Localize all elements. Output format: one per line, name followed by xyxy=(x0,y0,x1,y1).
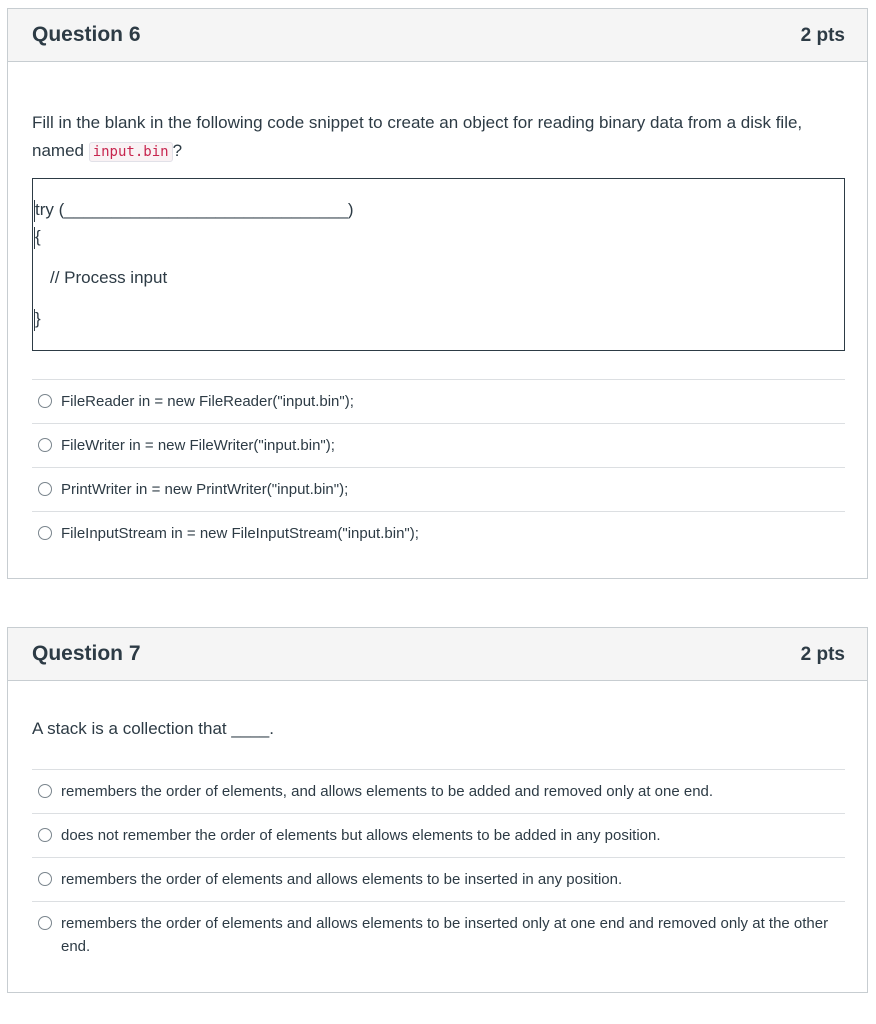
answer-option[interactable] xyxy=(32,902,845,962)
radio-button[interactable] xyxy=(38,872,52,886)
radio-button[interactable] xyxy=(38,828,52,842)
question-title: Question 6 xyxy=(32,23,141,46)
question-points: 2 pts xyxy=(800,644,845,665)
answer-list xyxy=(32,379,845,556)
question-header xyxy=(8,628,867,681)
code-line-close-brace: } xyxy=(35,309,41,328)
question-header xyxy=(8,9,867,62)
question-7-card xyxy=(7,627,868,993)
question-title: Question 7 xyxy=(32,642,141,665)
answer-label[interactable]: remembers the order of elements, and allows elements to be added and removed only at one end. xyxy=(61,783,714,800)
prompt-code: input.bin xyxy=(89,142,173,162)
answer-label[interactable]: FileWriter in = new FileWriter("input.bin"); xyxy=(61,437,335,454)
question-prompt xyxy=(32,109,843,166)
code-line-try: try (______________________________) xyxy=(35,200,354,219)
answer-option[interactable] xyxy=(32,380,845,424)
answer-label[interactable]: remembers the order of elements and allows elements to be inserted only at one end and removed only at the other end. xyxy=(61,915,829,955)
answer-label[interactable]: does not remember the order of elements but allows elements to be added in any position. xyxy=(61,827,661,844)
radio-button[interactable] xyxy=(38,916,52,930)
answer-label[interactable]: remembers the order of elements and allows elements to be inserted in any position. xyxy=(61,871,623,888)
answer-label[interactable]: PrintWriter in = new PrintWriter("input.bin"); xyxy=(61,481,349,498)
question-prompt: A stack is a collection that ____. xyxy=(32,719,274,738)
radio-button[interactable] xyxy=(38,784,52,798)
code-line-open-brace: { xyxy=(35,227,41,246)
answer-option[interactable] xyxy=(32,770,845,814)
code-line-comment: // Process input xyxy=(50,268,168,287)
question-6-card xyxy=(7,8,868,579)
answer-option[interactable] xyxy=(32,512,845,556)
radio-button[interactable] xyxy=(38,482,52,496)
answer-label[interactable]: FileReader in = new FileReader("input.bin"); xyxy=(61,393,354,410)
radio-button[interactable] xyxy=(38,438,52,452)
radio-button[interactable] xyxy=(38,394,52,408)
answer-option[interactable] xyxy=(32,424,845,468)
answer-option[interactable] xyxy=(32,468,845,512)
prompt-text-end: ? xyxy=(172,141,183,160)
question-points: 2 pts xyxy=(800,25,845,46)
radio-button[interactable] xyxy=(38,526,52,540)
code-snippet-box xyxy=(32,178,845,351)
prompt-text: Fill in the blank in the following code snippet to create an object for reading binary data from a disk file, named xyxy=(32,113,803,160)
answer-label[interactable]: FileInputStream in = new FileInputStream("input.bin"); xyxy=(61,525,419,542)
answer-option[interactable] xyxy=(32,858,845,902)
answer-option[interactable] xyxy=(32,814,845,858)
answer-list xyxy=(32,769,845,962)
